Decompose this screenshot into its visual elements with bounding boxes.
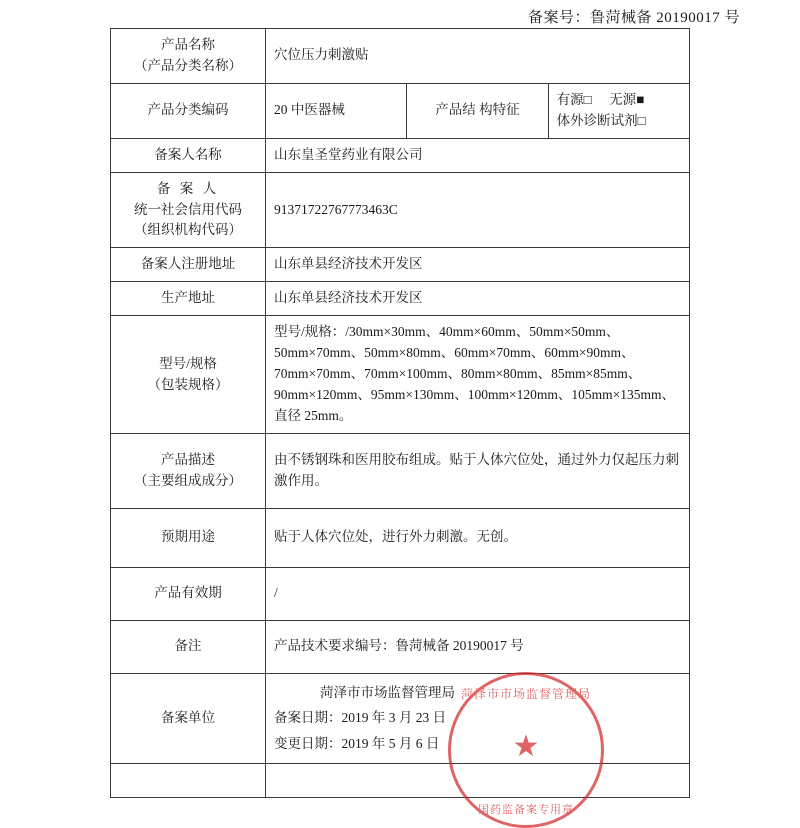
row-label-validity: 产品有效期: [111, 567, 266, 620]
authority-name: 菏泽市市场监督管理局: [320, 684, 455, 700]
row-value-production-address: 山东单县经济技术开发区: [266, 282, 690, 316]
row-label-product-description: [111, 433, 266, 508]
record-number: 备案号：鲁菏械备 20190017 号: [527, 10, 740, 26]
label-line-2: （产品分类名称）: [134, 57, 242, 73]
label-line-3: （组织机构代码）: [134, 222, 242, 238]
label-line-1: 产品名称: [161, 37, 215, 52]
row-label-filing-authority: 备案单位: [111, 673, 266, 763]
row-label-product-name: [111, 29, 266, 84]
row-label-filer-name: 备案人名称: [111, 138, 266, 172]
row-value-product-description: 由不锈钢珠和医用胶布组成。贴于人体穴位处，通过外力仅起压力刺激作用。: [266, 433, 690, 508]
table-row: [111, 172, 690, 248]
table-row: [111, 433, 690, 508]
spec-line: 70mm×70mm、70mm×100mm、80mm×80mm、85mm×85mm、: [274, 366, 642, 382]
label-line-2: 构特征: [479, 102, 520, 118]
row-label-intended-use: 预期用途: [111, 508, 266, 567]
row-label-production-address: 生产地址: [111, 282, 266, 316]
label-line-2: （主要组成成分）: [134, 472, 242, 488]
checkbox-option-ivd[interactable]: 体外诊断试剂□: [556, 112, 646, 128]
row-label-model-spec: [111, 316, 266, 434]
row-label-structure-feature: [407, 83, 548, 138]
star-icon: ★: [512, 730, 540, 763]
row-value-credit-code: 91371722767773463C: [266, 172, 690, 248]
label-line-2: 统一社会信用代码: [134, 201, 242, 217]
row-value-intended-use: 贴于人体穴位处，进行外力刺激。无创。: [266, 508, 690, 567]
row-value-validity: /: [266, 567, 690, 620]
table-row: [111, 138, 690, 172]
footer-value-cell: [266, 763, 690, 797]
checkbox-option-passive[interactable]: 无源■: [609, 91, 645, 107]
row-label-credit-code: [111, 172, 266, 248]
table-row: [111, 763, 690, 797]
seal-top-text: 菏泽市市场监督管理局: [460, 687, 591, 701]
row-label-registered-address: 备案人注册地址: [111, 248, 266, 282]
label-line-1: 备 案 人: [156, 180, 220, 196]
spec-line: 型号/规格：/30mm×30mm、40mm×60mm、50mm×50mm、: [274, 324, 620, 340]
table-row: [111, 567, 690, 620]
row-value-filer-name: 山东皇圣堂药业有限公司: [266, 138, 690, 172]
table-row: [111, 620, 690, 673]
checkbox-option-active[interactable]: 有源□: [556, 91, 592, 107]
label-line-1: 产品结: [435, 102, 476, 118]
seal-bottom-text: 国药监备案专用章: [478, 804, 574, 816]
registration-form-table: [110, 28, 690, 798]
row-value-remarks: 产品技术要求编号：鲁菏械备 20190017 号: [266, 620, 690, 673]
table-row: [111, 673, 690, 763]
spec-line: 90mm×120mm、95mm×130mm、100mm×120mm、105mm×135mm、: [274, 386, 675, 402]
label-line-1: 型号/规格: [159, 355, 217, 371]
label-line-1: 产品描述: [161, 451, 215, 467]
table-row: [111, 248, 690, 282]
table-row: [111, 29, 690, 84]
row-value-model-spec: [266, 316, 690, 434]
record-date: 备案日期：2019 年 3 月 23 日: [274, 710, 447, 726]
change-date: 变更日期：2019 年 5 月 6 日: [274, 736, 440, 752]
table-row: [111, 508, 690, 567]
row-value-registered-address: 山东单县经济技术开发区: [266, 248, 690, 282]
row-value-product-name: 穴位压力刺激贴: [266, 29, 690, 84]
spec-line: 50mm×70mm、50mm×80mm、60mm×70mm、60mm×90mm、: [274, 345, 635, 361]
row-label-category-code: 产品分类编码: [111, 83, 266, 138]
table-row: [111, 83, 690, 138]
spec-line: 直径 25mm。: [274, 407, 353, 423]
row-value-filing-authority: [266, 673, 690, 763]
row-value-structure-feature: [548, 83, 689, 138]
row-value-category-code: 20 中医器械: [266, 83, 407, 138]
label-line-2: （包装规格）: [147, 376, 229, 392]
row-label-remarks: 备注: [111, 620, 266, 673]
footer-label-cell: [111, 763, 266, 797]
table-row: [111, 316, 690, 434]
table-row: [111, 282, 690, 316]
